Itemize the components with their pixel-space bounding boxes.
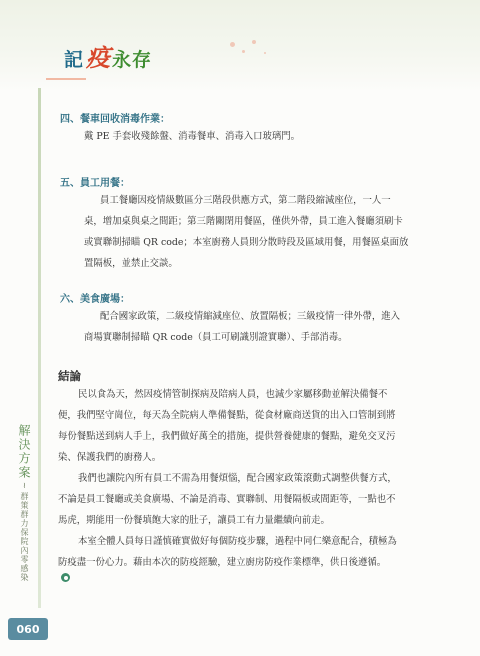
header-divider (46, 78, 86, 80)
text-line: 或實聯制掃瞄 QR code；本室廚務人員則分散時段及區域用餐，用餐區桌面放 (84, 237, 409, 248)
end-mark-icon (61, 573, 70, 582)
book-title-part2: 疫 (86, 43, 111, 72)
text-line: 配合國家政策，二級疫情縮減座位、放置隔板；三級疫情一律外帶，進入 (100, 311, 401, 322)
decorative-dots (160, 38, 280, 68)
text-line: 民以食為天，然因疫情管制探病及陪病人員，也減少家屬移動並解決備餐不 (78, 389, 388, 400)
margin-rail (38, 88, 41, 608)
text-line: 本室全體人員每日謹慎確實做好每個防疫步驟，過程中同仁樂意配合，積極為 (78, 536, 397, 547)
conclusion-paragraph (58, 468, 424, 531)
page-number: 060 (8, 618, 48, 640)
section-body (84, 126, 414, 147)
side-section-subtitle: 群策群力保院內零感染 (20, 491, 29, 582)
section-heading: 四、餐車回收消毒作業： (60, 114, 170, 125)
text-line: 染、保護我們的廚務人。 (58, 452, 162, 463)
book-title (64, 38, 152, 73)
text-line: 商場實聯制掃瞄 QR code（員工可刷識別證實聯）、手部消毒。 (84, 332, 348, 343)
text-line: 戴 PE 手套收殘餘盤、消毒餐車、消毒入口玻璃門。 (84, 131, 300, 142)
conclusion-heading: 結論 (58, 369, 81, 383)
book-title-part1: 記 (64, 49, 85, 71)
section-body (84, 306, 424, 348)
section-body (84, 190, 424, 274)
text-line: 置隔板，並禁止交談。 (84, 258, 178, 269)
side-section-label (14, 424, 34, 582)
conclusion-paragraph (58, 384, 424, 468)
text-line: 便，我們堅守崗位，每天為全院病人準備餐點，從食材廠商送貨的出入口管制到將 (58, 410, 396, 421)
conclusion-paragraph (58, 531, 424, 582)
text-line: 每份餐點送到病人手上，我們做好萬全的措施，提供營養健康的餐點，避免交叉污 (58, 431, 396, 442)
side-section-separator: ~ (20, 482, 29, 490)
section-heading: 六、美食廣場： (60, 294, 130, 305)
page-header (0, 0, 480, 92)
text-line: 不論是員工餐廳或美食廣場、不論是消毒、實聯制、用餐隔板或間距等，一點也不 (58, 494, 396, 505)
text-line (58, 552, 424, 582)
text-line: 馬虎，期能用一份餐填飽大家的肚子，讓員工有力量繼續向前走。 (58, 515, 330, 526)
side-section-title: 解決方案 (17, 424, 31, 480)
section-heading: 五、員工用餐： (60, 178, 130, 189)
text-line: 我們也讓院內所有員工不需為用餐煩惱，配合國家政策滾動式調整供餐方式， (78, 473, 397, 484)
book-title-part3: 永存 (112, 49, 153, 71)
text-line: 員工餐廳因疫情級數區分三階段供應方式，第二階段縮減座位，一人一 (100, 195, 391, 206)
text-line: 桌，增加桌與桌之間距；第三階關閉用餐區，僅供外帶，員工進入餐廳須刷卡 (84, 216, 403, 227)
text-line-content: 防疫盡一份心力。藉由本次的防疫經驗，建立廚房防疫作業標準，供日後遵循。 (58, 557, 387, 568)
